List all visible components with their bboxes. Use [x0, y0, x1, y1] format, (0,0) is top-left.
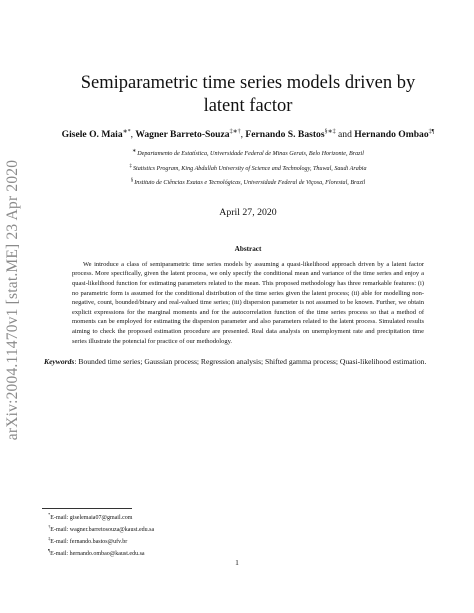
footnote-rule [42, 508, 132, 509]
affiliations [42, 146, 454, 190]
affiliation [42, 161, 454, 176]
author-marks: ‡∗† [229, 129, 241, 135]
paper-title: Semiparametric time series models driven by latent factor [80, 73, 416, 116]
abstract-text: We introduce a class of semiparametric time series models by assuming a quasi-likelihood approach driven by a latent factor process. More specifically, given the latent process, we only specify the conditional mean and variance of the time series and enjoy a quasi-likelihood function for estimating parameters related to the mean. This proposed methodology has three remarkable features: (i) no parametric form is assumed for the conditional distribution of the time series given the latent process; (ii) able for modelling non-negative, count, bounded/binary and real-valued time series; (iii) dispersion parameter is not assumed to be known. Further, we obtain explicit expressions for the marginal moments and for the autocorrelation function of the time series process so that a method of moments can be employed for estimating the dispersion parameter and also parameters related to the latent process. Simulated results aiming to check the proposed estimation procedure are presented. Real data analysis on unemployment rate and precipitation time series illustrate the potencial for practice of our methodology. [72, 260, 424, 345]
author-name: Wagner Barreto-Souza [135, 129, 230, 141]
affiliation-mark: ∗ [132, 149, 137, 155]
author-separator: and [338, 129, 352, 141]
affiliation-text: Instituto de Ciências Exatas e Tecnológicas, Universidade Federal de Viçosa, Florestal, Brazil [134, 180, 366, 187]
footnote-mark: ¶ [48, 547, 51, 553]
keywords [44, 356, 452, 367]
author-name: Fernando S. Bastos [245, 129, 325, 141]
affiliation-mark: § [130, 178, 134, 184]
footnote-text: E-mail: hernando.ombao@kaust.edu.sa [50, 550, 145, 557]
affiliation-text: Statistics Program, King Abdullah University of Science and Technology, Thuwal, Saudi Arabia [132, 165, 367, 172]
footnote-mark: * [48, 512, 51, 517]
keywords-label: Keywords [44, 357, 75, 367]
keywords-text: : Bounded time series; Gaussian process; Regression analysis; Shifted gamma process; Quasi-likelihood estimation. [74, 357, 427, 367]
paper-page [42, 72, 454, 367]
author-marks: ‡¶ [428, 129, 435, 135]
footnote-text: E-mail: fernando.bastos@ufv.br [50, 538, 128, 545]
footnote-text: E-mail: wagner.barretosouza@kaust.edu.sa [50, 526, 155, 533]
arxiv-stamp [0, 150, 26, 450]
footnote [48, 547, 154, 559]
footnote-mark: † [48, 523, 51, 529]
author-separator: , [130, 129, 134, 141]
footnotes [48, 511, 154, 559]
footnote [48, 523, 154, 535]
abstract-heading: Abstract [234, 244, 262, 253]
affiliation [42, 146, 454, 161]
author-marks: §∗‡ [324, 129, 336, 135]
author-name: Hernando Ombao [354, 129, 429, 141]
page-number: 1 [235, 558, 239, 567]
arxiv-stamp-text: arXiv:2004.11470v1 [stat.ME] 23 Apr 2020 [4, 159, 21, 441]
affiliation [42, 175, 454, 190]
author-marks: ∗* [122, 129, 131, 135]
footnote-mark: ‡ [48, 535, 51, 541]
footnote [48, 511, 154, 523]
paper-date: April 27, 2020 [219, 206, 277, 218]
author-list [42, 128, 454, 140]
footnote [48, 535, 154, 547]
author-separator: , [240, 129, 243, 141]
author-name: Gisele O. Maia [61, 129, 123, 141]
footnote-text: E-mail: giselemaia07@gmail.com [50, 515, 133, 521]
affiliation-text: Departamento de Estatística, Universidade Federal de Minas Gerais, Belo Horizonte, Brazil [137, 151, 364, 158]
affiliation-mark: ‡ [129, 163, 132, 169]
